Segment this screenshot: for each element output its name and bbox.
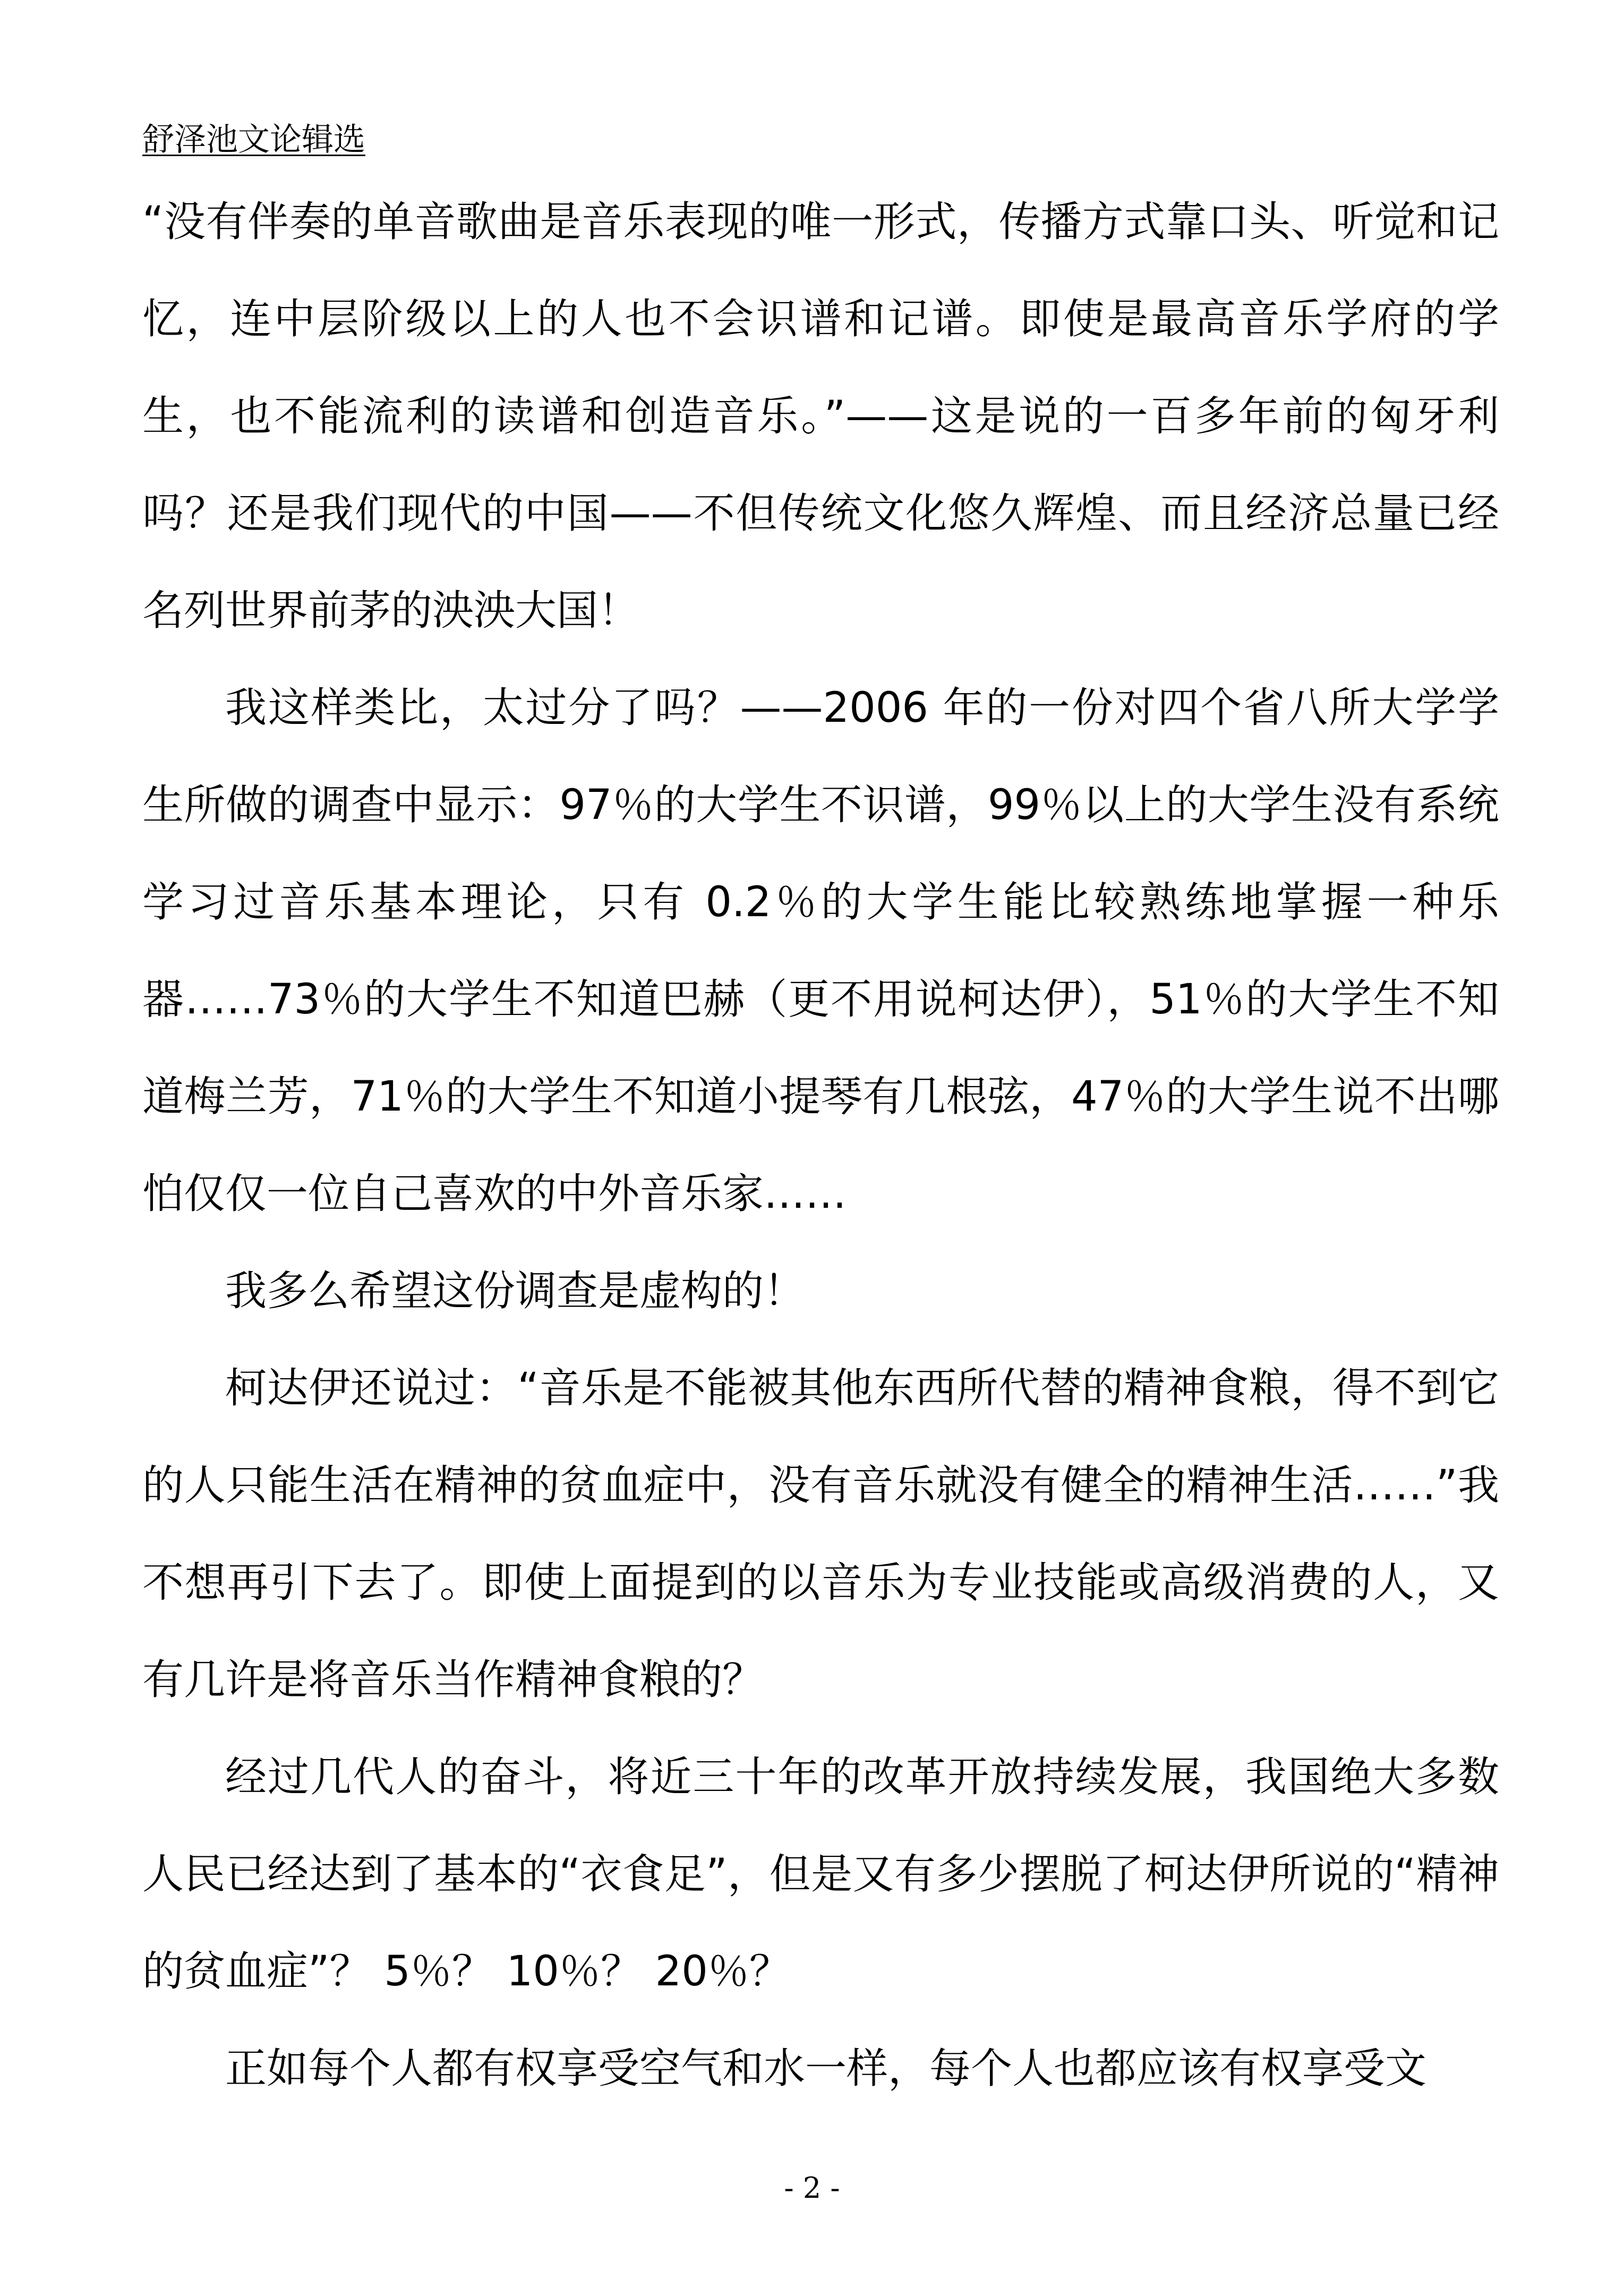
paragraph-3: 我多么希望这份调查是虚构的！	[225, 1267, 806, 1315]
paragraph-2: 我这样类比，太过分了吗？——2006 年的一份对四个省八所大学学生所做的调查中显示：97％的大学生不识谱，99％以上的大学生没有系统学习过音乐基本理论，只有 0.2％的大学生能比较熟练地掌握一种乐器……73％的大学生不知道巴赫（更不用说柯达伊），51％的大学生不知道梅兰芳，71％的大学生不知道小提琴有几根弦，47％的大学生说不出哪怕仅仅一位自己喜欢的中外音乐家……	[142, 684, 1499, 1218]
paragraph-4: 柯达伊还说过：“音乐是不能被其他东西所代替的精神食粮，得不到它的人只能生活在精神的贫血症中，没有音乐就没有健全的精神生活……”我不想再引下去了。即使上面提到的以音乐为专业技能或高级消费的人，又有几许是将音乐当作精神食粮的？	[142, 1364, 1499, 1704]
paragraph-6: 正如每个人都有权享受空气和水一样，每个人也都应该有权享受文	[225, 2045, 1427, 2093]
paragraph-5: 经过几代人的奋斗，将近三十年的改革开放持续发展，我国绝大多数人民已经达到了基本的“衣食足”，但是又有多少摆脱了柯达伊所说的“精神的贫血症”？ 5％？ 10％？ 20％？	[142, 1753, 1499, 1995]
paragraph-1: “没有伴奏的单音歌曲是音乐表现的唯一形式，传播方式靠口头、听觉和记忆，连中层阶级以上的人也不会识谱和记谱。即使是最高音乐学府的学生，也不能流利的读谱和创造音乐。”——这是说的一百多年前的匈牙利吗？还是我们现代的中国——不但传统文化悠久辉煌、而且经济总量已经名列世界前茅的泱泱大国！	[142, 198, 1499, 635]
running-header: 舒泽池文论辑选	[142, 121, 365, 158]
body-text	[142, 174, 1499, 2118]
page-number: - 2 -	[784, 2171, 840, 2205]
